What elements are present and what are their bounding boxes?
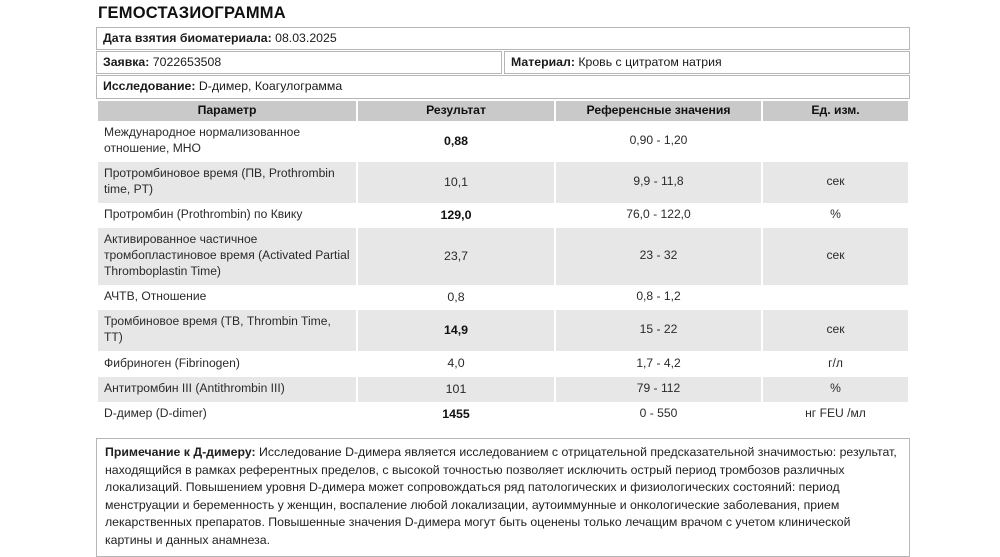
study-value: D-димер, Коагулограмма (198, 79, 343, 94)
material-value: Кровь с цитратом натрия (578, 55, 722, 70)
cell-parameter: Протромбин (Prothrombin) по Квику (98, 203, 356, 228)
report-document (96, 0, 910, 557)
cell-result: 1455 (358, 402, 554, 427)
cell-unit: сек (763, 228, 908, 285)
cell-parameter: Тромбиновое время (ТВ, Thrombin Time, ТТ) (98, 310, 356, 351)
cell-result: 129,0 (358, 203, 554, 228)
meta-row-date (96, 27, 910, 50)
cell-parameter: Антитромбин III (Antithrombin III) (98, 377, 356, 402)
material-cell (504, 51, 910, 74)
request-value: 7022653508 (152, 55, 222, 70)
biomaterial-date-cell (96, 27, 910, 50)
table-row (98, 377, 908, 402)
biomaterial-date-label: Дата взятия биоматериала: (103, 31, 272, 46)
table-header-row (98, 101, 908, 121)
column-header-result: Результат (358, 101, 554, 121)
cell-parameter: Активированное частичное тромбопластиновое время (Activated Partial Thromboplastin Time) (98, 228, 356, 285)
table-row (98, 228, 908, 285)
cell-unit: % (763, 203, 908, 228)
cell-reference: 23 - 32 (556, 228, 761, 285)
cell-unit: сек (763, 310, 908, 351)
cell-unit: сек (763, 162, 908, 203)
results-table-head (98, 101, 908, 121)
table-row (98, 121, 908, 162)
cell-unit (763, 121, 908, 162)
cell-parameter: АЧТВ, Отношение (98, 285, 356, 310)
page-title: ГЕМОСТАЗИОГРАММА (98, 4, 286, 22)
request-label: Заявка: (103, 55, 150, 70)
cell-reference: 15 - 22 (556, 310, 761, 351)
cell-result: 4,0 (358, 351, 554, 376)
cell-parameter: Фибриноген (Fibrinogen) (98, 351, 356, 376)
column-header-parameter: Параметр (98, 101, 356, 121)
cell-parameter: D-димер (D-dimer) (98, 402, 356, 427)
cell-parameter: Международное нормализованное отношение, МНО (98, 121, 356, 162)
table-row (98, 162, 908, 203)
cell-result: 0,88 (358, 121, 554, 162)
column-header-reference: Референсные значения (556, 101, 761, 121)
d-dimer-note (96, 438, 910, 557)
cell-result: 23,7 (358, 228, 554, 285)
cell-result: 14,9 (358, 310, 554, 351)
cell-unit (763, 285, 908, 310)
cell-reference: 0 - 550 (556, 402, 761, 427)
column-header-unit: Ед. изм. (763, 101, 908, 121)
d-dimer-note-label: Примечание к Д-димеру: (105, 445, 256, 460)
study-cell (96, 75, 910, 98)
meta-row-study (96, 75, 910, 98)
biomaterial-date-value: 08.03.2025 (275, 31, 337, 46)
cell-parameter: Протромбиновое время (ПВ, Prothrombin time, PT) (98, 162, 356, 203)
study-label: Исследование: (103, 79, 196, 94)
table-row (98, 351, 908, 376)
cell-result: 101 (358, 377, 554, 402)
cell-reference: 79 - 112 (556, 377, 761, 402)
cell-reference: 9,9 - 11,8 (556, 162, 761, 203)
table-row (98, 203, 908, 228)
d-dimer-note-text: Исследование D-димера является исследованием с отрицательной предсказательной значимостью: результат, находящийся в рамках референтных пределов, с высокой точностью позволяет исключить острый период тромбозов различных локализаций. Повышением уровня D-димера может сопровождаться ряд патологических и физиологических состояний: период менструации и беременность у женщин, воспаление любой локализации, аутоиммунные и онкологические заболевания, прием лекарственных препаратов. Повышенные значения D-димера могут быть оценены только лечащим врачом с учетом клинической картины и данных анамнеза. (105, 445, 897, 547)
cell-unit: г/л (763, 351, 908, 376)
table-row (98, 310, 908, 351)
meta-row-request-material (96, 51, 910, 74)
cell-reference: 0,90 - 1,20 (556, 121, 761, 162)
cell-unit: нг FEU /мл (763, 402, 908, 427)
cell-result: 0,8 (358, 285, 554, 310)
results-table (96, 101, 910, 428)
cell-reference: 0,8 - 1,2 (556, 285, 761, 310)
cell-unit: % (763, 377, 908, 402)
table-row (98, 285, 908, 310)
results-table-body (98, 121, 908, 427)
cell-reference: 1,7 - 4,2 (556, 351, 761, 376)
cell-reference: 76,0 - 122,0 (556, 203, 761, 228)
cell-result: 10,1 (358, 162, 554, 203)
material-label: Материал: (511, 55, 575, 70)
table-row (98, 402, 908, 427)
request-cell (96, 51, 502, 74)
